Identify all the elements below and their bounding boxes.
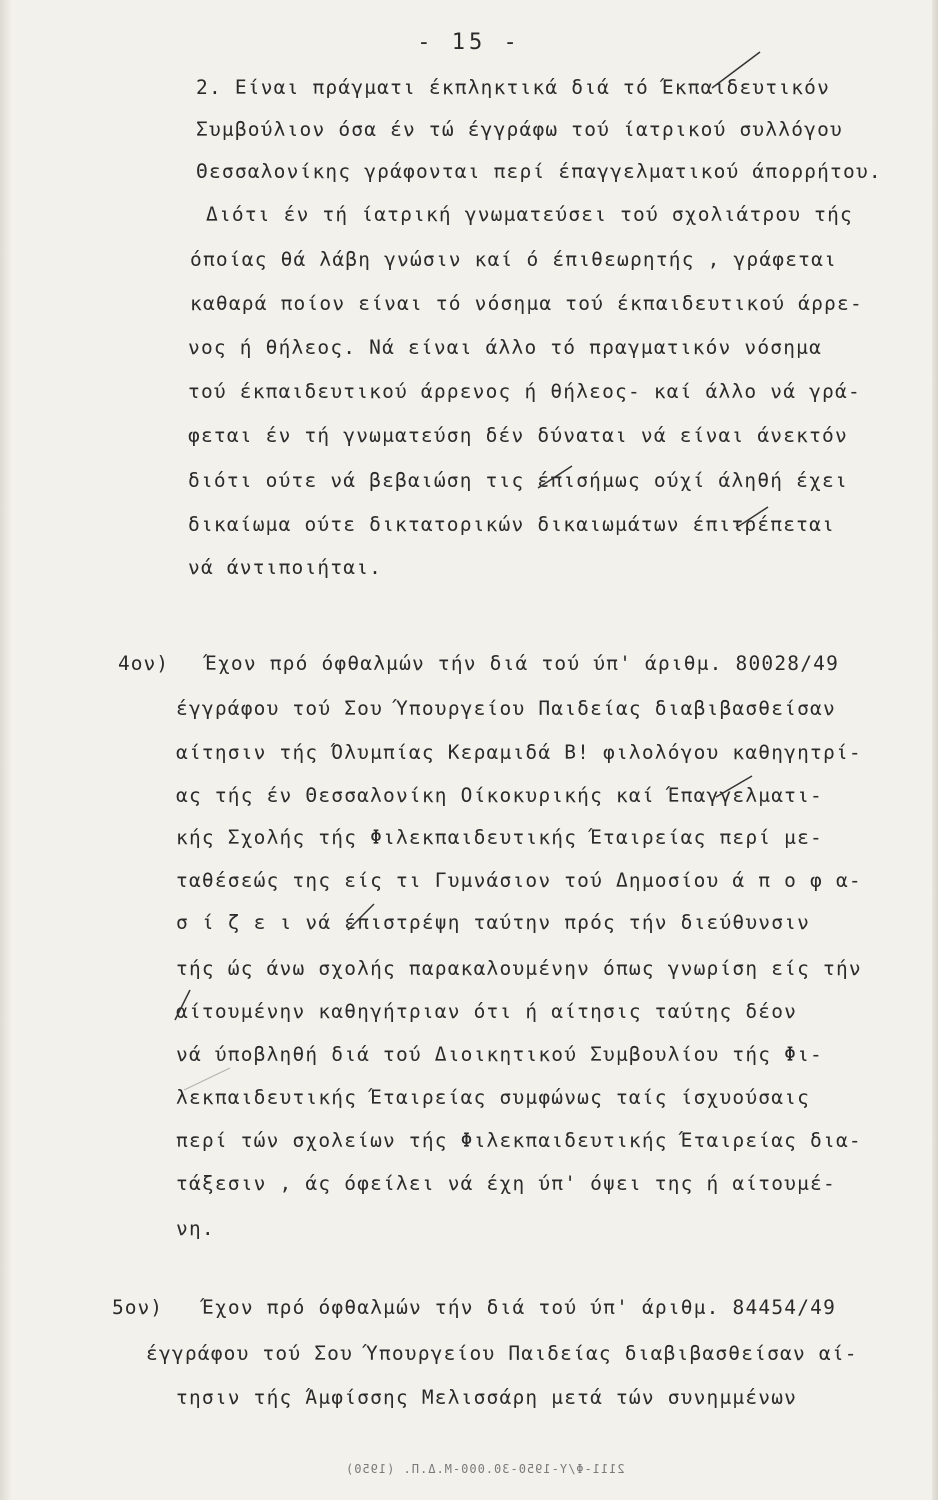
text-line: ας τής έν Θεσσαλονίκη Οίκοκυρικής καί Έπαγγελματι- [176, 784, 823, 807]
text-line: διότι ούτε νά βεβαιώση τις έπισήμως ούχί άληθή έχει [188, 469, 848, 492]
text-line: ταθέσεώς της είς τι Γυμνάσιον τού Δημοσίου ά π ο φ α- [176, 869, 862, 892]
section-label-5: 5ον) [112, 1296, 163, 1319]
text-line: όποίας θά λάβη γνώσιν καί ό έπιθεωρητής , γράφεται [190, 248, 837, 271]
text-line: έγγράφου τού Σου Ύπουργείου Παιδείας διαβιβασθείσαν αί- [146, 1342, 858, 1365]
footer-print-mark: 2111-Φ/Υ-1950-30.000-Μ.Δ.Π. (1950) [345, 1462, 625, 1476]
text-line: νά άντιποιήται. [188, 556, 383, 579]
text-line: περί τών σχολείων τής Φιλεκπαιδευτικής Έταιρείας δια- [176, 1129, 862, 1152]
text-line: καθαρά ποίον είναι τό νόσημα τού έκπαιδευτικού άρρε- [190, 292, 863, 315]
text-line: τησιν τής Άμφίσσης Μελισσάρη μετά τών συνημμένων [176, 1386, 798, 1409]
text-line: δικαίωμα ούτε δικτατορικών δικαιωμάτων έπιτρέπεται [188, 513, 835, 536]
text-line: έγγράφου τού Σου Ύπουργείου Παιδείας διαβιβασθείσαν [176, 697, 836, 720]
text-line: νη. [176, 1217, 215, 1240]
text-line: λεκπαιδευτικής Έταιρείας συμφώνως ταίς ίσχυούσαις [176, 1086, 811, 1109]
text-line: τάξεσιν , άς όφείλει νά έχη ύπ' όψει της ή αίτουμέ- [176, 1172, 836, 1195]
text-line: τού έκπαιδευτικού άρρενος ή θήλεος- καί άλλο νά γρά- [188, 380, 861, 403]
section-label-4: 4ον) [118, 652, 169, 675]
text-line: αίτουμένην καθηγήτριαν ότι ή αίτησις ταύτης δέον [176, 1000, 798, 1023]
text-line: 2. Είναι πράγματι έκπληκτικά διά τό Έκπαιδευτικόν [196, 76, 831, 99]
text-line: νά ύποβληθή διά τού Διοικητικού Συμβουλίου τής Φι- [176, 1043, 823, 1066]
text-line: τής ώς άνω σχολής παρακαλουμένην όπως γνωρίση είς τήν [176, 957, 862, 980]
page-number: - 15 - [417, 30, 521, 55]
text-line: Έχον πρό όφθαλμών τήν διά τού ύπ' άριθμ. 80028/49 [205, 652, 840, 675]
text-line: κής Σχολής τής Φιλεκπαιδευτικής Έταιρείας περί με- [176, 826, 823, 849]
text-line: Έχον πρό όφθαλμών τήν διά τού ύπ' άριθμ. 84454/49 [202, 1296, 837, 1319]
text-line: Συμβούλιον όσα έν τώ έγγράφω τού ίατρικού συλλόγου [196, 118, 843, 141]
text-line: φεται έν τή γνωματεύση δέν δύναται νά είναι άνεκτόν [188, 424, 848, 447]
text-line: νος ή θήλεος. Νά είναι άλλο τό πραγματικόν νόσημα [188, 336, 823, 359]
text-line: Θεσσαλονίκης γράφονται περί έπαγγελματικού άπορρήτου. [196, 160, 882, 183]
text-line: Διότι έν τή ίατρική γνωματεύσει τού σχολιάτρου τής [206, 203, 853, 226]
text-line: αίτησιν τής Όλυμπίας Κεραμιδά Β! φιλολόγου καθηγητρί- [176, 741, 862, 764]
text-line: σ ί ζ ε ι νά έπιστρέψη ταύτην πρός τήν διεύθυνσιν [176, 911, 811, 934]
